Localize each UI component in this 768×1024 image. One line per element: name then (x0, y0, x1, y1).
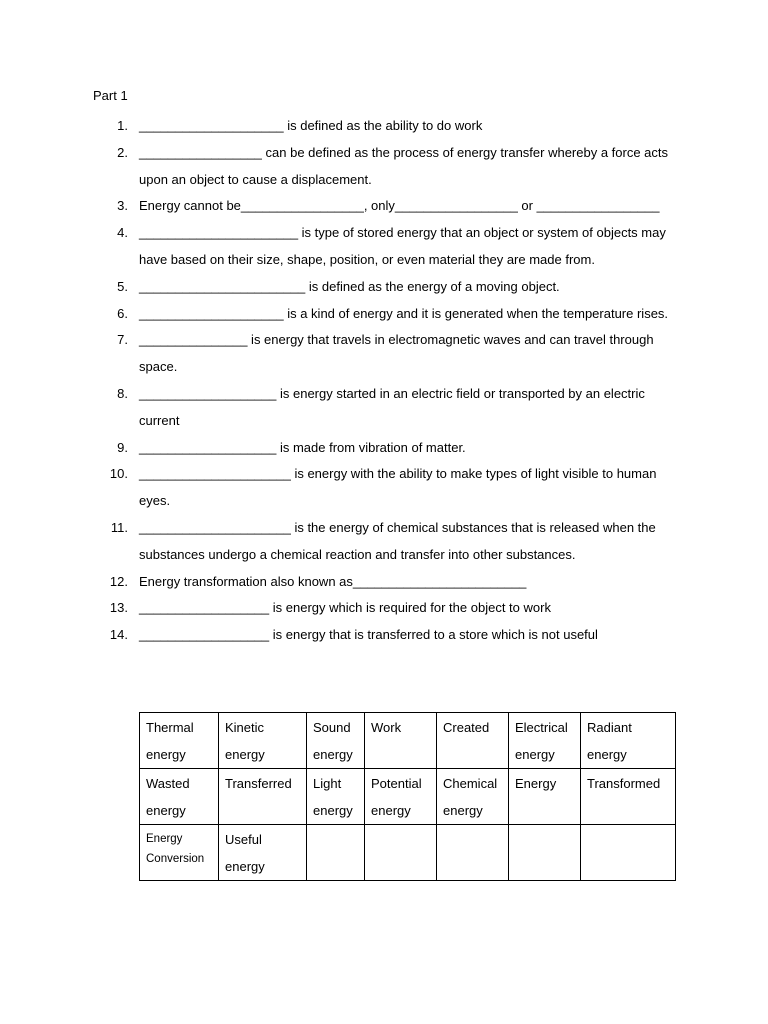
question-text: ____________________ is defined as the ability to do work (139, 118, 483, 133)
question-number: 1. (117, 118, 128, 133)
question-item (0, 569, 768, 596)
word-bank-word: Sound (313, 720, 351, 735)
word-bank-word: Chemical (443, 776, 498, 791)
question-text: ___________________ is energy started in an electric field or transported by an electric current (139, 385, 645, 428)
question-number: 10. (109, 466, 128, 482)
question-item (0, 113, 768, 140)
question-text: ______________________ is type of stored energy that an object or system of objects may have based on their size, shape, position, or even material they are made from. (139, 225, 666, 267)
question-text: __________________ is energy which is required for the object to work (139, 600, 551, 616)
word-bank-cell (509, 713, 581, 769)
question-text: _______________________ is defined as the energy of a moving object. (139, 278, 560, 294)
word-bank-word: energy (146, 747, 186, 762)
word-bank-word: energy (313, 803, 353, 818)
word-bank-empty-cell (509, 825, 581, 881)
question-text: Energy transformation also known as________________________ (139, 573, 527, 589)
question-number: 12. (109, 573, 128, 589)
question-item (0, 595, 768, 622)
word-bank-cell (307, 713, 365, 769)
word-bank-word: Transferred (225, 776, 292, 791)
word-bank-cell (219, 825, 307, 881)
question-item (0, 622, 768, 649)
question-item (0, 220, 768, 274)
word-bank-row (140, 769, 676, 825)
question-item (0, 515, 768, 569)
question-number: 11. (110, 519, 128, 535)
word-bank-row (140, 825, 676, 881)
word-bank-cell (365, 769, 437, 825)
word-bank-word: Electrical (515, 720, 568, 735)
word-bank-row (140, 713, 676, 769)
question-item (0, 435, 768, 462)
word-bank-cell (365, 713, 437, 769)
word-bank-word: Energy (515, 776, 557, 791)
word-bank-word: energy (443, 803, 483, 818)
word-bank-word: Radiant (587, 720, 632, 735)
question-number: 5. (117, 278, 128, 294)
word-bank-cell (437, 713, 509, 769)
word-bank-cell (219, 769, 307, 825)
word-bank-cell (437, 769, 509, 825)
question-item (0, 327, 768, 381)
word-bank-word: Created (443, 720, 490, 735)
word-bank-table (139, 712, 676, 881)
question-item (0, 274, 768, 301)
question-number: 3. (117, 198, 128, 214)
word-bank-word: energy (146, 803, 186, 818)
word-bank-empty-cell (437, 825, 509, 881)
word-bank-word: Kinetic (225, 720, 265, 735)
word-bank-word: Potential (371, 776, 422, 791)
question-number: 6. (117, 305, 128, 321)
question-item (0, 193, 768, 220)
word-bank-cell (509, 769, 581, 825)
word-bank-word: Light (313, 776, 342, 791)
word-bank-word: energy (515, 747, 555, 762)
word-bank-word: Wasted (146, 776, 190, 791)
word-bank-word: energy (371, 803, 411, 818)
word-bank-word: Thermal (146, 720, 194, 735)
word-bank-empty-cell (365, 825, 437, 881)
question-item (0, 301, 768, 328)
question-text: ___________________ is made from vibration of matter. (139, 439, 466, 455)
word-bank-cell (140, 825, 219, 881)
question-item (0, 381, 768, 435)
word-bank-word: Conversion (146, 853, 205, 865)
question-item (0, 140, 768, 194)
word-bank-word: energy (225, 747, 265, 762)
question-text: _____________________ is the energy of chemical substances that is released when the substances undergo a chemical reaction and transfer into other substances. (139, 519, 656, 562)
word-bank-cell (140, 769, 219, 825)
word-bank-word: Transformed (587, 776, 661, 791)
question-item (0, 461, 768, 515)
word-bank-empty-cell (581, 825, 676, 881)
section-heading: Part 1 (93, 88, 128, 103)
question-number: 2. (117, 144, 128, 160)
question-list (0, 113, 768, 649)
word-bank-word: energy (587, 747, 627, 762)
question-text: Energy cannot be_________________, only_________________ or _________________ (139, 198, 660, 214)
question-text: _____________________ is energy with the ability to make types of light visible to human eyes. (139, 466, 657, 509)
question-text: _______________ is energy that travels in electromagnetic waves and can travel through space. (139, 332, 654, 375)
word-bank-word: energy (225, 859, 265, 874)
word-bank-cell (581, 713, 676, 769)
question-text: ____________________ is a kind of energy and it is generated when the temperature rises. (139, 305, 669, 321)
word-bank-cell (219, 713, 307, 769)
question-number: 9. (117, 439, 128, 455)
word-bank-word: Useful (225, 832, 262, 847)
question-number: 8. (117, 385, 128, 401)
question-number: 13. (109, 600, 128, 616)
word-bank-word: Work (371, 720, 402, 735)
question-text: __________________ is energy that is transferred to a store which is not useful (139, 627, 598, 643)
question-number: 7. (117, 332, 128, 348)
word-bank-word: Energy (146, 833, 183, 845)
word-bank-cell (140, 713, 219, 769)
question-number: 4. (117, 225, 128, 241)
question-number: 14. (109, 627, 128, 643)
word-bank-cell (581, 769, 676, 825)
word-bank-cell (307, 769, 365, 825)
word-bank-empty-cell (307, 825, 365, 881)
question-text: _________________ can be defined as the process of energy transfer whereby a force acts upon an object to cause a displacement. (139, 144, 669, 187)
word-bank-word: energy (313, 747, 353, 762)
